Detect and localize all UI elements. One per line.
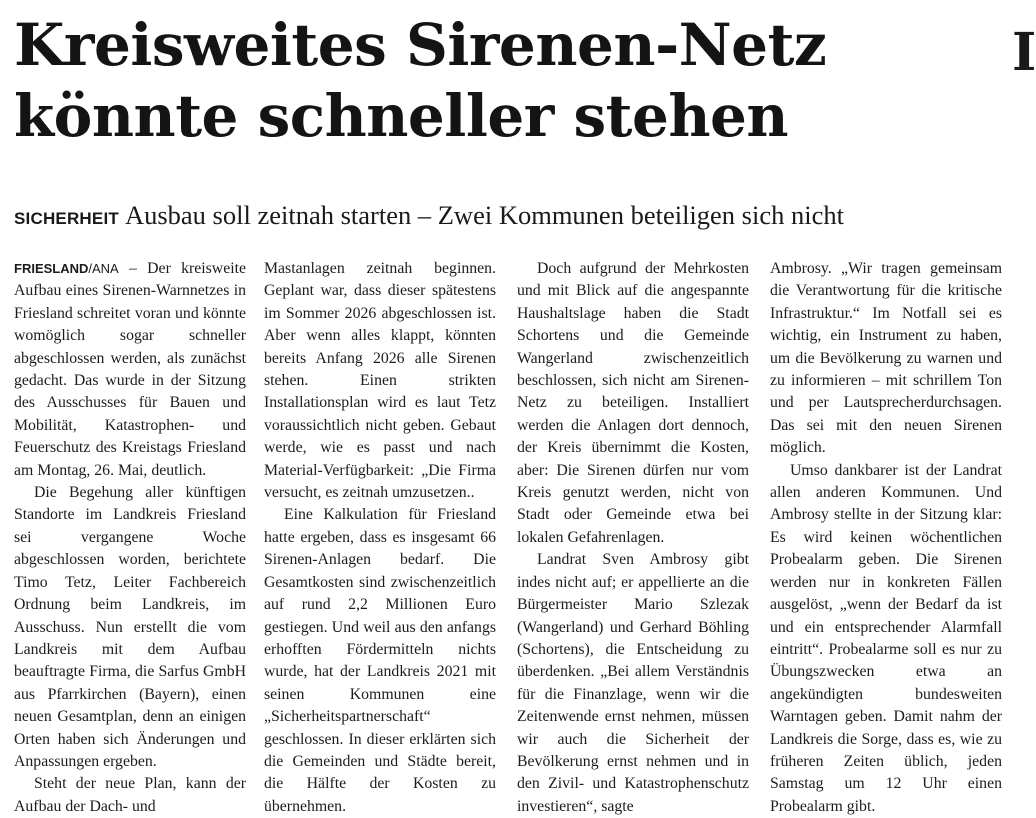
- article-paragraph: Die Begehung aller künftigen Standorte im Landkreis Friesland sei vergangene Woche abgeschlossen worden, berichtete Timo Tetz, Leiter Fachbereich Ordnung beim Landkreis, im Ausschuss. Nun erstellt die vom Landkreis mit dem Aufbau beauftragte Firma, die Sarfus GmbH aus Pfarrkirchen (Bayern), einen neuen Gesamtplan, denn an einigen Orten haben sich Änderungen und Anpassungen ergeben.: [14, 484, 246, 770]
- article-column-3: [517, 258, 749, 818]
- subtitle: Ausbau soll zeitnah starten – Zwei Kommunen beteiligen sich nicht: [124, 200, 844, 230]
- article-paragraph: Ambrosy. „Wir tragen gemeinsam die Verantwortung für die kritische Infrastruktur.“ Im Notfall sei es wichtig, ein Instrument zu haben, um die Bevölkerung zu warnen und zu informieren – mit schrillem Ton und per Lautsprecherdurchsagen. Das sei mit den neuen Sirenen möglich.: [770, 260, 1002, 457]
- article-paragraph: Landrat Sven Ambrosy gibt indes nicht auf; er appellierte an die Bürgermeister Mario Szlezak (Wangerland) und Gerhard Böhling (Schortens), die Entscheidung zu überdenken. „Bei allem Verständnis für die Finanzlage, wenn wir die Zeitenwende ernst nehmen, müssen wir auch die Sicherheit der Bevölkerung ernst nehmen und in den Zivil- und Katastrophenschutz investieren“, sagte: [517, 551, 749, 815]
- paragraph-text: – Der kreisweite Aufbau eines Sirenen-Warnnetzes in Friesland schreitet voran und könnte womöglich sogar schneller abgeschlossen werden, als zunächst gedacht. Das wurde in der Sitzung des Ausschusses für Bauen und Mobilität, Katastrophen- und Feuerschutz des Kreistags Friesland am Montag, 26. Mai, deutlich.: [14, 260, 246, 479]
- article-paragraph: Umso dankbarer ist der Landrat allen anderen Kommunen. Und Ambrosy stellte in der Sitzung klar: Es wird keinen wöchentlichen Probealarm geben. Die Sirenen werden nur in konkreten Fällen ausgelöst, „wenn der Bedarf da ist und ein entsprechender Alarmfall eintritt“. Probealarme soll es nur zu Übungszwecken etwa an angekündigten bundesweiten Warntagen geben. Damit nahm der Landkreis die Sorge, dass es, wie zu früheren Zeiten üblich, jeden Samstag um 12 Uhr einen Probealarm gibt.: [770, 461, 1002, 815]
- article-paragraph: [14, 258, 246, 482]
- agency-tag: /ANA: [88, 261, 119, 276]
- headline: [14, 10, 1014, 152]
- article-paragraph: Doch aufgrund der Mehrkosten und mit Blick auf die angespannte Haushaltslage haben die Stadt Schortens und die Gemeinde Wangerland zwischenzeitlich beschlossen, sich nicht am Sirenen-Netz zu beteiligen. Installiert werden die Anlagen dort dennoch, der Kreis übernimmt die Kosten, aber: Die Sirenen dürfen nur vom Kreis genutzt werden, nicht von Stadt oder Gemeinde etwa bei lokalen Gefahrenlagen.: [517, 260, 749, 546]
- headline-line-2: könnte schneller stehen: [14, 82, 789, 150]
- article-column-2: [264, 258, 496, 818]
- section-kicker: SICHERHEIT: [14, 209, 119, 228]
- article-paragraph: Mastanlagen zeitnah beginnen. Geplant war, dass dieser spätestens im Sommer 2026 abgeschlossen ist. Aber wenn alles klappt, könnten bereits Anfang 2026 alle Sirenen stehen. Einen strikten Installationsplan wird es laut Tetz voraussichtlich nicht geben. Gebaut werde, wie es passt und nach Material-Verfügbarkeit: „Die Firma versucht, es zeitnah umzusetzen..: [264, 260, 496, 502]
- headline-line-1: Kreisweites Sirenen-Netz: [14, 11, 827, 79]
- adjacent-article-edge: [1010, 0, 1036, 818]
- article-paragraph: Eine Kalkulation für Friesland hatte ergeben, dass es insgesamt 66 Sirenen-Anlagen bedarf. Die Gesamtkosten sind zwischenzeitlich auf rund 2,2 Millionen Euro gestiegen. Und weil aus den anfangs erhofften Fördermitteln nichts wurde, hat der Landkreis 2021 mit seinen Kommunen eine „Sicherheitspartnerschaft“ geschlossen. In dieser erklärten sich die Gemeinden und Städte bereit, die Hälfte der Kosten zu übernehmen.: [264, 506, 496, 815]
- dateline: FRIESLAND: [14, 261, 89, 276]
- article-paragraph: Steht der neue Plan, kann der Aufbau der Dach- und: [14, 775, 246, 815]
- article-column-1: [14, 258, 246, 818]
- adjacent-headline-fragment: I: [1012, 22, 1036, 83]
- article-column-4: [770, 258, 1002, 818]
- subheadline: [14, 200, 1014, 231]
